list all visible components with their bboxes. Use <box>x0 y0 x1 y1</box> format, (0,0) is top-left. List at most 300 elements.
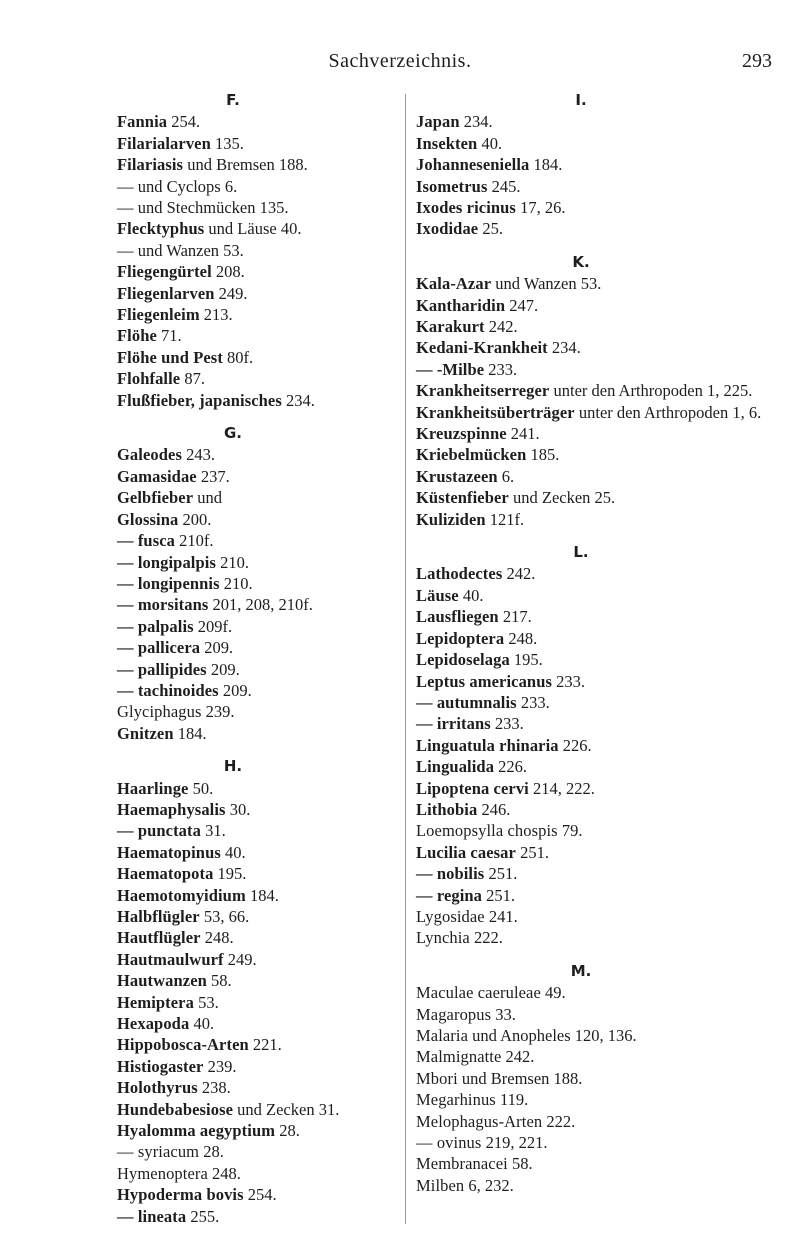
entry-pages: 251. <box>520 842 549 862</box>
index-column-left <box>117 90 417 1227</box>
index-entry <box>117 261 417 282</box>
index-section <box>117 756 417 1227</box>
entry-term: Magaropus <box>416 1004 492 1024</box>
entry-pages: 248. <box>212 1163 241 1183</box>
entry-pages: 40. <box>462 585 484 605</box>
index-entry <box>416 466 796 487</box>
entry-term: Loemopsylla chospis <box>416 821 558 841</box>
entry-pages: 234. <box>286 390 315 410</box>
index-entry <box>117 304 417 325</box>
index-entry <box>416 444 796 465</box>
entry-term: Haarlinge <box>117 778 189 798</box>
entry-term: — pallicera <box>117 638 201 658</box>
entry-pages: 201, 208, 210f. <box>212 595 313 615</box>
entry-term: Galeodes <box>117 445 182 465</box>
index-entry <box>416 735 796 756</box>
entry-term: Isometrus <box>416 176 488 196</box>
index-entry <box>117 283 417 304</box>
entry-pages: und Bremsen 188. <box>187 155 308 175</box>
entry-term: — -Milbe <box>416 359 485 379</box>
entry-pages: 239. <box>207 1056 237 1076</box>
entry-term: Lathodectes <box>416 564 503 584</box>
entry-pages: 237. <box>200 466 230 486</box>
entry-term: Insekten <box>416 133 478 153</box>
entry-pages: 40. <box>225 842 246 862</box>
entry-pages: 33. <box>495 1004 516 1024</box>
entry-pages: 209. <box>204 638 234 658</box>
entry-pages: 242. <box>488 317 518 337</box>
entry-term: — fusca <box>117 531 175 551</box>
section-letter: L. <box>573 543 589 562</box>
index-entry <box>117 154 417 175</box>
entry-pages: 255. <box>190 1206 220 1226</box>
index-entry <box>117 1206 417 1227</box>
index-entry <box>416 1046 796 1067</box>
entry-pages: 234. <box>463 112 493 132</box>
entry-term: Flöhe <box>117 326 157 346</box>
entry-term: Krankheitsüberträger <box>416 402 575 422</box>
entry-pages: 210. <box>220 552 249 572</box>
entry-pages: 30. <box>229 799 251 819</box>
index-entry <box>416 820 796 841</box>
index-entry <box>416 1025 796 1046</box>
index-entry <box>416 628 796 649</box>
entry-pages: 53. <box>198 992 219 1012</box>
entry-pages: 239. <box>205 702 235 722</box>
index-entry <box>117 133 417 154</box>
entry-pages: 222. <box>473 928 503 948</box>
index-entry <box>416 1132 796 1153</box>
entry-pages: 214, 222. <box>533 778 595 798</box>
index-entry <box>117 1184 417 1205</box>
index-entry <box>416 671 796 692</box>
entry-term: Hemiptera <box>117 992 194 1012</box>
entry-pages: 119. <box>499 1090 529 1110</box>
index-entry <box>416 316 796 337</box>
entry-pages: 251. <box>488 864 518 884</box>
entry-term: Kantharidin <box>416 295 506 315</box>
index-entry <box>416 606 796 627</box>
entry-pages: und Cyclops 6. <box>137 176 238 196</box>
entry-term: Läuse <box>416 585 459 605</box>
entry-term: Melophagus-Arten <box>416 1111 543 1131</box>
entry-pages: 221. <box>252 1035 282 1055</box>
entry-pages: und Zecken 31. <box>237 1099 340 1119</box>
section-letter: G. <box>223 424 242 443</box>
entry-pages: 80f. <box>227 347 254 367</box>
index-entry <box>117 778 417 799</box>
entry-term: — palpalis <box>117 616 194 636</box>
index-entry <box>117 368 417 389</box>
entry-pages: 249. <box>227 949 257 969</box>
entry-pages: 195. <box>513 650 543 670</box>
section-letter: M. <box>570 961 592 980</box>
index-entry <box>117 390 417 411</box>
entry-term: Kuliziden <box>416 509 486 529</box>
index-entry <box>416 863 796 884</box>
index-entry <box>117 616 417 637</box>
entry-term: — ovinus <box>416 1133 482 1153</box>
entry-term: Fliegenlarven <box>117 283 215 303</box>
index-entry <box>117 992 417 1013</box>
entry-pages: 184. <box>177 723 207 743</box>
entry-pages: 28. <box>203 1142 224 1162</box>
entry-term: Flöhe und Pest <box>117 347 223 367</box>
entry-term: Hyalomma aegyptium <box>117 1121 276 1141</box>
entry-pages: und <box>197 488 223 508</box>
entry-term: Lepidoselaga <box>416 650 510 670</box>
section-letter: I. <box>575 91 587 109</box>
entry-term: Krustazeen <box>416 466 498 486</box>
entry-pages: und Wanzen 53. <box>137 240 244 260</box>
entry-term: Filariasis <box>117 155 184 175</box>
entry-term: — <box>117 198 134 218</box>
entry-pages: und Läuse 40. <box>208 219 302 239</box>
entry-pages: 53, 66. <box>203 906 250 926</box>
entry-pages: 245. <box>491 176 521 196</box>
entry-term: Lausfliegen <box>416 607 499 627</box>
index-entry <box>416 133 796 154</box>
index-section <box>416 90 796 240</box>
index-entry <box>117 949 417 970</box>
entry-pages: 213. <box>203 305 233 325</box>
index-section <box>117 423 417 744</box>
running-title: Sachverzeichnis. <box>328 50 472 72</box>
entry-pages: 219, 221. <box>485 1133 548 1153</box>
entry-term: — <box>117 240 134 260</box>
index-entry <box>117 573 417 594</box>
entry-term: Hautflügler <box>117 928 201 948</box>
entry-term: — <box>117 176 134 196</box>
entry-term: Haematopota <box>117 864 214 884</box>
entry-term: Filarialarven <box>117 133 211 153</box>
entry-term: — autumnalis <box>416 692 517 712</box>
entry-term: Flußfieber, japanisches <box>117 390 282 410</box>
entry-pages: 184. <box>249 885 279 905</box>
entry-term: Hundebabesiose <box>117 1099 234 1119</box>
index-entry <box>117 885 417 906</box>
index-entry <box>416 799 796 820</box>
index-entry <box>117 1163 417 1184</box>
entry-pages: und Zecken 25. <box>512 488 616 508</box>
entry-term: Fliegengürtel <box>117 262 212 282</box>
entry-pages: 226. <box>562 735 592 755</box>
entry-pages: 185. <box>530 445 560 465</box>
index-entry <box>416 1175 796 1196</box>
index-entry <box>416 885 796 906</box>
entry-term: Leptus americanus <box>416 671 552 691</box>
entry-term: Histiogaster <box>117 1056 204 1076</box>
entry-term: Kedani-Krankheit <box>416 338 548 358</box>
entry-term: Glyciphagus <box>117 702 202 722</box>
index-entry <box>117 927 417 948</box>
index-entry <box>117 466 417 487</box>
index-entry <box>416 982 796 1003</box>
index-entry <box>416 218 796 239</box>
index-entry <box>416 337 796 358</box>
entry-term: Krankheitserreger <box>416 381 550 401</box>
entry-term: — irritans <box>416 714 491 734</box>
entry-pages: 233. <box>556 671 585 691</box>
index-section <box>416 542 796 949</box>
index-column-right <box>416 90 796 1196</box>
index-entry <box>416 380 796 401</box>
entry-term: Hautwanzen <box>117 971 207 991</box>
entry-pages: 208. <box>215 262 245 282</box>
entry-term: — regina <box>416 885 483 905</box>
entry-term: — longipalpis <box>117 552 216 572</box>
entry-pages: 209. <box>210 659 240 679</box>
entry-term: Gelbfieber <box>117 488 194 508</box>
index-entry <box>117 487 417 508</box>
index-entry <box>117 906 417 927</box>
entry-pages: 242. <box>505 1047 535 1067</box>
entry-pages: 210. <box>223 573 253 593</box>
index-entry <box>117 594 417 615</box>
index-entry <box>117 723 417 744</box>
entry-term: Milben <box>416 1175 465 1195</box>
index-entry <box>117 1141 417 1162</box>
entry-pages: 251. <box>486 885 516 905</box>
index-entry <box>416 111 796 132</box>
index-entry <box>416 778 796 799</box>
entry-pages: 246. <box>481 799 511 819</box>
entry-pages: 50. <box>192 778 214 798</box>
entry-pages: 195. <box>217 864 247 884</box>
entry-term: Haemotomyidium <box>117 885 246 905</box>
entry-term: — morsitans <box>117 595 209 615</box>
entry-term: Halbflügler <box>117 906 200 926</box>
entry-pages: 243. <box>186 445 215 465</box>
index-entry <box>117 444 417 465</box>
entry-pages: 249. <box>218 283 248 303</box>
entry-term: Membranacei <box>416 1154 508 1174</box>
index-entry <box>117 820 417 841</box>
entry-term: Ixodidae <box>416 219 479 239</box>
entry-term: Lingualida <box>416 757 495 777</box>
entry-term: — tachinoides <box>117 680 219 700</box>
index-entry <box>416 1089 796 1110</box>
section-letter: H. <box>223 757 243 776</box>
entry-term: Lithobia <box>416 799 478 819</box>
entry-pages: 135. <box>215 133 244 153</box>
entry-term: Malmignatte <box>416 1047 502 1067</box>
index-entry <box>416 842 796 863</box>
index-entry <box>117 240 417 261</box>
entry-pages: 31. <box>205 821 226 841</box>
entry-term: Holothyrus <box>117 1078 198 1098</box>
index-entry <box>416 509 796 530</box>
index-entry <box>117 701 417 722</box>
index-entry <box>416 176 796 197</box>
entry-term: Megarhinus <box>416 1090 496 1110</box>
entry-pages: 226. <box>498 757 528 777</box>
entry-pages: 17, 26. <box>520 198 566 218</box>
entry-term: — syriacum <box>117 1142 200 1162</box>
entry-term: Lygosidae <box>416 906 485 926</box>
entry-pages: und Bremsen 188. <box>461 1068 583 1088</box>
index-entry <box>416 1004 796 1025</box>
index-entry <box>416 197 796 218</box>
index-entry <box>416 756 796 777</box>
index-section <box>416 252 796 530</box>
index-entry <box>117 552 417 573</box>
entry-term: Haemaphysalis <box>117 799 226 819</box>
entry-term: Glossina <box>117 509 179 529</box>
entry-pages: 25. <box>482 219 503 239</box>
entry-pages: 242. <box>506 564 536 584</box>
index-entry <box>117 1056 417 1077</box>
index-entry <box>416 295 796 316</box>
entry-term: Kriebelmücken <box>416 445 527 465</box>
section-letter: K. <box>572 252 590 271</box>
index-entry <box>416 649 796 670</box>
index-entry <box>117 1120 417 1141</box>
entry-term: Küstenfieber <box>416 488 509 508</box>
index-entry <box>117 111 417 132</box>
entry-pages: unter den Arthropoden 1, 6. <box>578 402 762 422</box>
index-entry <box>416 359 796 380</box>
index-entry <box>117 659 417 680</box>
index-entry <box>117 1099 417 1120</box>
section-letter: F. <box>226 91 240 109</box>
entry-pages: 6. <box>501 466 515 486</box>
index-entry <box>416 585 796 606</box>
entry-pages: 58. <box>511 1154 533 1174</box>
index-entry <box>117 863 417 884</box>
entry-pages: 6, 232. <box>468 1175 514 1195</box>
entry-term: Fannia <box>117 112 168 132</box>
index-entry <box>117 799 417 820</box>
entry-pages: 71. <box>161 326 182 346</box>
index-entry <box>416 1153 796 1174</box>
entry-pages: unter den Arthropoden 1, 225. <box>553 381 753 401</box>
index-entry <box>117 218 417 239</box>
index-entry <box>416 927 796 948</box>
entry-pages: 248. <box>508 628 538 648</box>
entry-term: — punctata <box>117 821 201 841</box>
entry-pages: und Wanzen 53. <box>495 274 602 294</box>
index-entry <box>117 509 417 530</box>
entry-pages: 254. <box>171 112 201 132</box>
index-entry <box>117 1013 417 1034</box>
entry-term: Lepidoptera <box>416 628 505 648</box>
index-entry <box>416 402 796 423</box>
index-entry <box>117 176 417 197</box>
index-entry <box>117 1034 417 1055</box>
entry-pages: 247. <box>509 295 539 315</box>
entry-pages: 233. <box>520 692 550 712</box>
entry-term: Flecktyphus <box>117 219 205 239</box>
index-entry <box>416 154 796 175</box>
index-entry <box>117 197 417 218</box>
entry-pages: 40. <box>193 1014 215 1034</box>
index-entry <box>416 1111 796 1132</box>
entry-pages: 248. <box>204 928 234 948</box>
entry-pages: 241. <box>510 424 540 444</box>
entry-pages: 28. <box>279 1121 300 1141</box>
entry-term: Malaria <box>416 1026 469 1045</box>
index-section <box>117 90 417 411</box>
entry-pages: 254. <box>247 1185 277 1205</box>
entry-term: Mbori <box>416 1068 458 1088</box>
index-entry <box>416 423 796 444</box>
entry-term: Kala-Azar <box>416 274 492 294</box>
page-header <box>0 50 800 80</box>
entry-term: Gnitzen <box>117 723 174 743</box>
entry-pages: 222. <box>546 1111 576 1131</box>
index-entry <box>416 692 796 713</box>
entry-pages: 234. <box>551 338 581 358</box>
entry-term: Ixodes ricinus <box>416 198 516 218</box>
index-entry <box>416 487 796 508</box>
entry-term: Hautmaulwurf <box>117 949 224 969</box>
entry-term: Maculae caeruleae <box>416 983 541 1003</box>
entry-term: Japan <box>416 112 460 132</box>
index-entry <box>416 713 796 734</box>
index-entry <box>416 906 796 927</box>
entry-term: Fliegenleim <box>117 305 200 325</box>
entry-term: Hexapoda <box>117 1014 190 1034</box>
entry-pages: 184. <box>533 155 563 175</box>
entry-pages: 241. <box>488 906 518 926</box>
entry-term: Lipoptena cervi <box>416 778 529 798</box>
entry-term: — longipennis <box>117 573 220 593</box>
entry-pages: 238. <box>201 1078 231 1098</box>
entry-pages: 87. <box>184 369 205 389</box>
index-entry <box>117 637 417 658</box>
entry-pages: und Stechmücken 135. <box>137 198 289 218</box>
index-entry <box>117 325 417 346</box>
entry-pages: 40. <box>481 133 503 153</box>
entry-term: — nobilis <box>416 864 485 884</box>
entry-term: Kreuzspinne <box>416 424 507 444</box>
entry-pages: 49. <box>545 983 566 1003</box>
entry-term: Johanneseniella <box>416 155 530 175</box>
entry-pages: 210f. <box>179 531 214 551</box>
entry-pages: 217. <box>502 607 532 627</box>
index-entry <box>117 530 417 551</box>
entry-pages: 233. <box>494 714 524 734</box>
entry-pages: 233. <box>488 359 518 379</box>
index-section <box>416 961 796 1196</box>
index-entry <box>117 842 417 863</box>
entry-pages: 121f. <box>489 509 525 529</box>
index-entry <box>117 1077 417 1098</box>
entry-term: Karakurt <box>416 317 485 337</box>
entry-term: Linguatula rhinaria <box>416 735 559 755</box>
entry-pages: 209. <box>222 680 252 700</box>
index-entry <box>117 347 417 368</box>
entry-term: — lineata <box>117 1206 187 1226</box>
entry-term: Lucilia caesar <box>416 842 516 862</box>
entry-term: Hymenoptera <box>117 1163 208 1183</box>
page-number: 293 <box>742 50 772 72</box>
index-entry <box>117 970 417 991</box>
entry-term: Lynchia <box>416 928 470 948</box>
index-entry <box>416 1068 796 1089</box>
index-entry <box>416 273 796 294</box>
entry-pages: 200. <box>182 509 212 529</box>
index-entry <box>416 563 796 584</box>
entry-pages: 79. <box>561 821 583 841</box>
entry-term: Hypoderma bovis <box>117 1185 244 1205</box>
entry-term: Hippobosca-Arten <box>117 1035 249 1055</box>
entry-term: Haematopinus <box>117 842 221 862</box>
index-entry <box>117 680 417 701</box>
entry-term: — pallipides <box>117 659 207 679</box>
entry-term: Flohfalle <box>117 369 181 389</box>
